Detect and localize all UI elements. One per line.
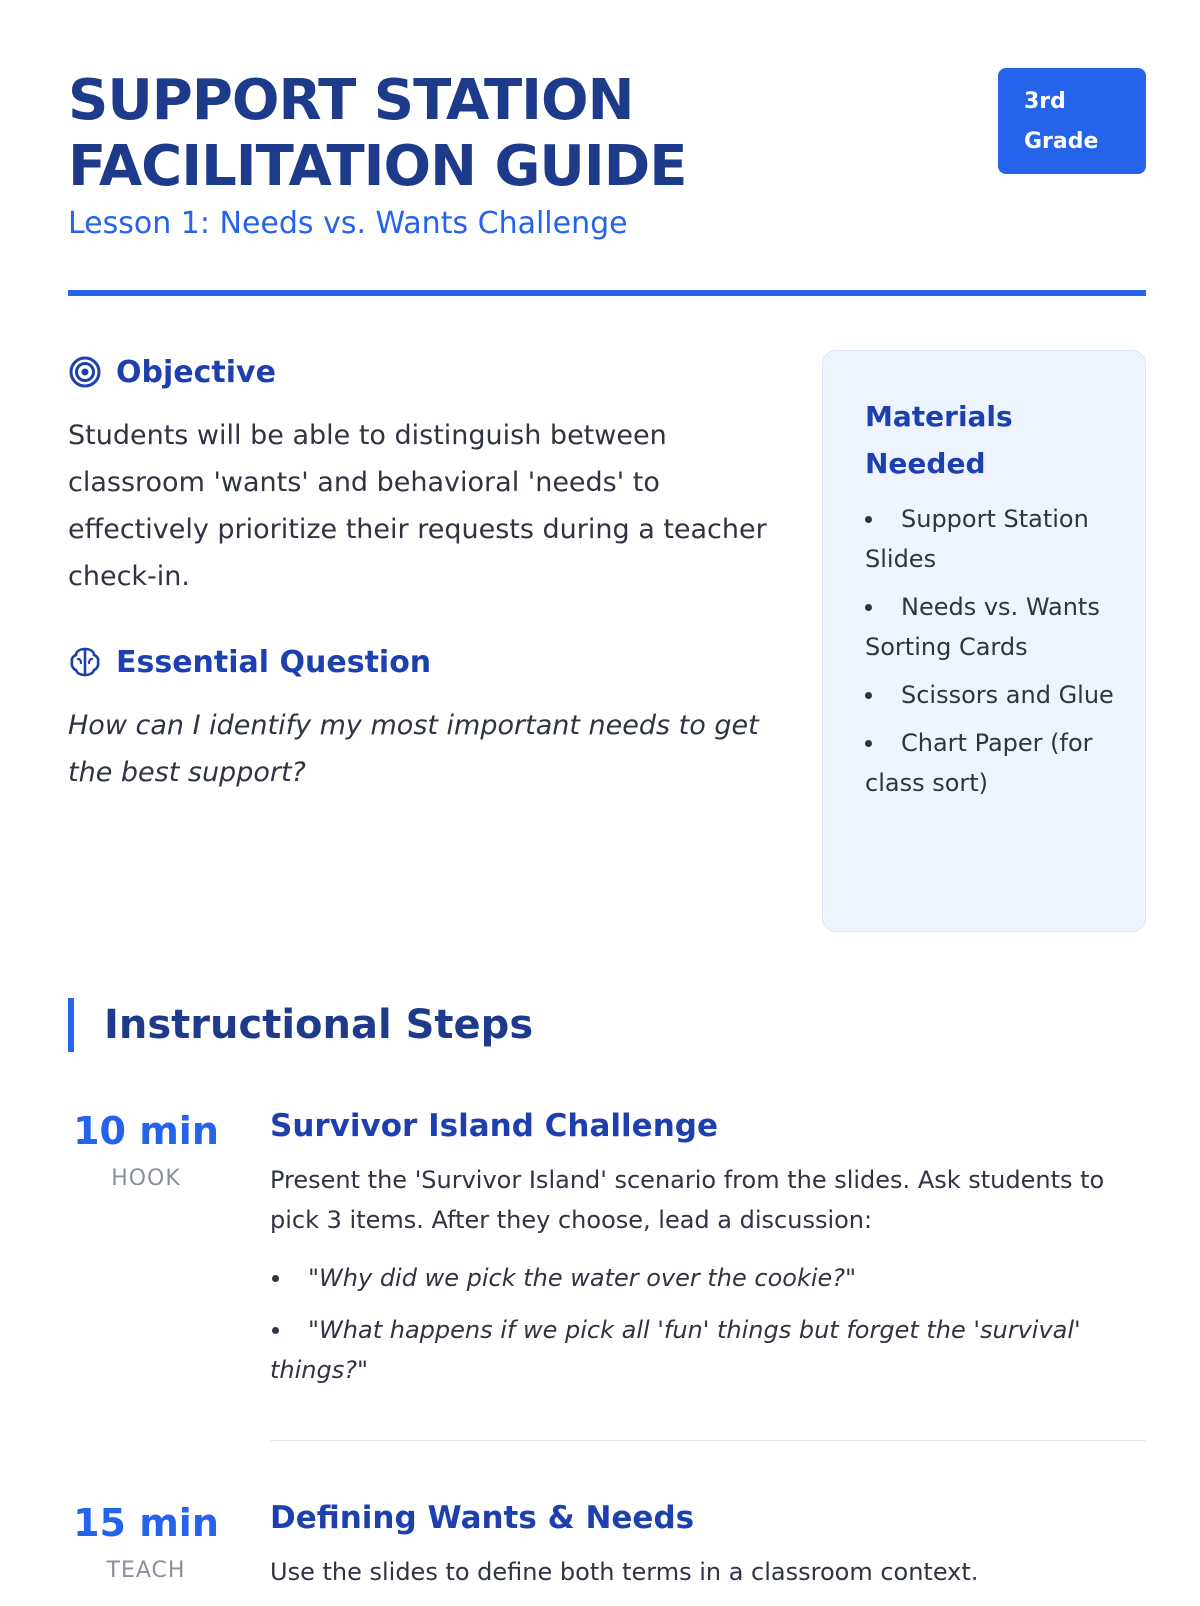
step-title: Survivor Island Challenge [270,1108,718,1144]
step-divider [270,1440,1146,1441]
page-title-line-1: SUPPORT STATION [68,68,634,133]
grade-badge [998,68,1146,174]
step-time: 15 min [73,1501,219,1545]
materials-item: Support Station Slides [865,499,1125,579]
step-discussion-list [270,1258,1146,1390]
grade-badge-line-2: Grade [1024,129,1099,154]
step-body [270,1496,1146,1592]
page-header [68,64,1146,304]
step-body [270,1104,1146,1402]
materials-item: Needs vs. Wants Sorting Cards [865,587,1125,667]
header-divider [68,290,1146,296]
step-hook [68,1104,1146,1444]
step-description: Present the 'Survivor Island' scenario from the slides. Ask students to pick 3 items. After they choose, lead a discussion: [270,1166,1105,1234]
objective-heading [68,352,276,392]
step-phase: HOOK [111,1166,181,1191]
objective-heading-label: Objective [116,354,276,390]
instructional-steps-heading [68,998,533,1052]
lesson-subtitle: Lesson 1: Needs vs. Wants Challenge [68,206,628,241]
essential-question-heading [68,642,431,682]
brain-icon [68,645,102,679]
steps-heading-accent-bar [68,998,74,1052]
materials-box [822,350,1146,932]
discussion-question: "Why did we pick the water over the cookie?" [270,1258,1146,1298]
materials-item: Chart Paper (for class sort) [865,723,1125,803]
materials-heading: Materials Needed [865,400,1013,480]
target-icon [68,355,102,389]
page-title-line-2: FACILITATION GUIDE [68,134,687,199]
step-teach [68,1496,1146,1606]
materials-list [865,499,1125,803]
discussion-question: "What happens if we pick all 'fun' things but forget the 'survival' things?" [270,1310,1146,1390]
essential-question-text: How can I identify my most important needs to get the best support? [68,710,759,788]
essential-question-heading-label: Essential Question [116,644,432,680]
instructional-steps-title: Instructional Steps [104,1002,534,1048]
step-phase: TEACH [106,1558,186,1583]
step-time: 10 min [73,1109,219,1153]
materials-item: Scissors and Glue [865,675,1125,715]
step-title: Defining Wants & Needs [270,1500,695,1536]
step-description: Use the slides to define both terms in a classroom context. [270,1558,979,1586]
objective-text: Students will be able to distinguish between classroom 'wants' and behavioral 'needs' to effectively prioritize their requests during a teacher check-in. [68,420,767,592]
grade-badge-line-1: 3rd [1024,89,1066,114]
facilitation-guide-page [68,0,1146,1600]
